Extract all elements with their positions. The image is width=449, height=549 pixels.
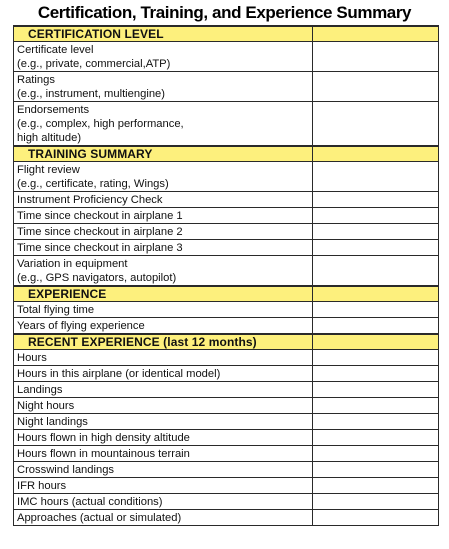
section-heading-blank-cell [313, 26, 439, 42]
row-label [14, 350, 313, 366]
row-label [14, 256, 313, 287]
row-label-example: (e.g., instrument, multiengine) [17, 87, 165, 100]
row-label-text: IMC hours (actual conditions) [17, 495, 163, 508]
row-label-example: (e.g., private, commercial,ATP) [17, 57, 171, 70]
section-heading-blank-cell [313, 334, 439, 350]
answer-field[interactable] [313, 494, 439, 510]
answer-field[interactable] [313, 478, 439, 494]
row-label-text: Night hours [17, 399, 75, 412]
table-row [14, 42, 439, 72]
answer-field[interactable] [313, 102, 439, 147]
table-row [14, 366, 439, 382]
answer-field[interactable] [313, 398, 439, 414]
table-row [14, 350, 439, 366]
row-label-text: Time since checkout in airplane 3 [17, 241, 183, 254]
table-row [14, 478, 439, 494]
answer-field[interactable] [313, 42, 439, 72]
row-label-text: Years of flying experience [17, 319, 145, 332]
row-label [14, 446, 313, 462]
row-label [14, 382, 313, 398]
row-label [14, 366, 313, 382]
table-row [14, 224, 439, 240]
answer-field[interactable] [313, 430, 439, 446]
row-label-text: Time since checkout in airplane 1 [17, 209, 183, 222]
row-label-example: high altitude) [17, 131, 82, 144]
section-header-row [14, 286, 439, 302]
table-row [14, 462, 439, 478]
answer-field[interactable] [313, 318, 439, 335]
table-row [14, 446, 439, 462]
table-row [14, 382, 439, 398]
answer-field[interactable] [313, 382, 439, 398]
row-label [14, 224, 313, 240]
page-title: Certification, Training, and Experience Summary [37, 3, 412, 22]
table-row [14, 240, 439, 256]
row-label [14, 192, 313, 208]
answer-field[interactable] [313, 256, 439, 287]
summary-table [13, 25, 439, 526]
answer-field[interactable] [313, 350, 439, 366]
section-header-row [14, 146, 439, 162]
row-label [14, 208, 313, 224]
row-label-example: (e.g., GPS navigators, autopilot) [17, 271, 177, 284]
answer-field[interactable] [313, 162, 439, 192]
row-label-example: (e.g., complex, high performance, [17, 117, 184, 130]
row-label [14, 494, 313, 510]
row-label [14, 42, 313, 72]
row-label-text: Certificate level [17, 43, 94, 56]
answer-field[interactable] [313, 462, 439, 478]
row-label [14, 430, 313, 446]
section-header-row [14, 334, 439, 350]
row-label [14, 72, 313, 102]
section-heading: EXPERIENCE [14, 286, 313, 302]
section-heading-blank-cell [313, 146, 439, 162]
answer-field[interactable] [313, 366, 439, 382]
section-header-row [14, 26, 439, 42]
answer-field[interactable] [313, 240, 439, 256]
row-label-text: Time since checkout in airplane 2 [17, 225, 183, 238]
row-label-text: Hours [17, 351, 47, 364]
row-label [14, 240, 313, 256]
row-label-text: Instrument Proficiency Check [17, 193, 163, 206]
section-heading: CERTIFICATION LEVEL [14, 26, 313, 42]
table-row [14, 318, 439, 335]
table-row [14, 192, 439, 208]
section-heading: TRAINING SUMMARY [14, 146, 313, 162]
row-label-text: Variation in equipment [17, 257, 128, 270]
answer-field[interactable] [313, 192, 439, 208]
answer-field[interactable] [313, 72, 439, 102]
row-label [14, 162, 313, 192]
table-row [14, 494, 439, 510]
table-row [14, 208, 439, 224]
table-row [14, 414, 439, 430]
row-label-text: IFR hours [17, 479, 67, 492]
row-label-text: Hours flown in high density altitude [17, 431, 190, 444]
table-row [14, 72, 439, 102]
answer-field[interactable] [313, 414, 439, 430]
section-heading: RECENT EXPERIENCE (last 12 months) [14, 334, 313, 350]
row-label-text: Crosswind landings [17, 463, 115, 476]
row-label [14, 414, 313, 430]
table-row [14, 398, 439, 414]
answer-field[interactable] [313, 208, 439, 224]
table-row [14, 302, 439, 318]
row-label-example: (e.g., certificate, rating, Wings) [17, 177, 169, 190]
row-label-text: Hours in this airplane (or identical model) [17, 367, 221, 380]
row-label [14, 510, 313, 526]
row-label-text: Total flying time [17, 303, 95, 316]
table-row [14, 102, 439, 147]
row-label [14, 318, 313, 335]
section-heading-blank-cell [313, 286, 439, 302]
row-label [14, 102, 313, 147]
answer-field[interactable] [313, 302, 439, 318]
row-label-text: Hours flown in mountainous terrain [17, 447, 190, 460]
answer-field[interactable] [313, 446, 439, 462]
answer-field[interactable] [313, 510, 439, 526]
row-label [14, 398, 313, 414]
row-label [14, 462, 313, 478]
table-row [14, 162, 439, 192]
row-label-text: Night landings [17, 415, 88, 428]
table-row [14, 510, 439, 526]
row-label-text: Flight review [17, 163, 80, 176]
row-label-text: Endorsements [17, 103, 90, 116]
row-label [14, 302, 313, 318]
table-row [14, 256, 439, 287]
row-label-text: Ratings [17, 73, 55, 86]
answer-field[interactable] [313, 224, 439, 240]
row-label-text: Landings [17, 383, 63, 396]
row-label-text: Approaches (actual or simulated) [17, 511, 182, 524]
row-label [14, 478, 313, 494]
table-row [14, 430, 439, 446]
